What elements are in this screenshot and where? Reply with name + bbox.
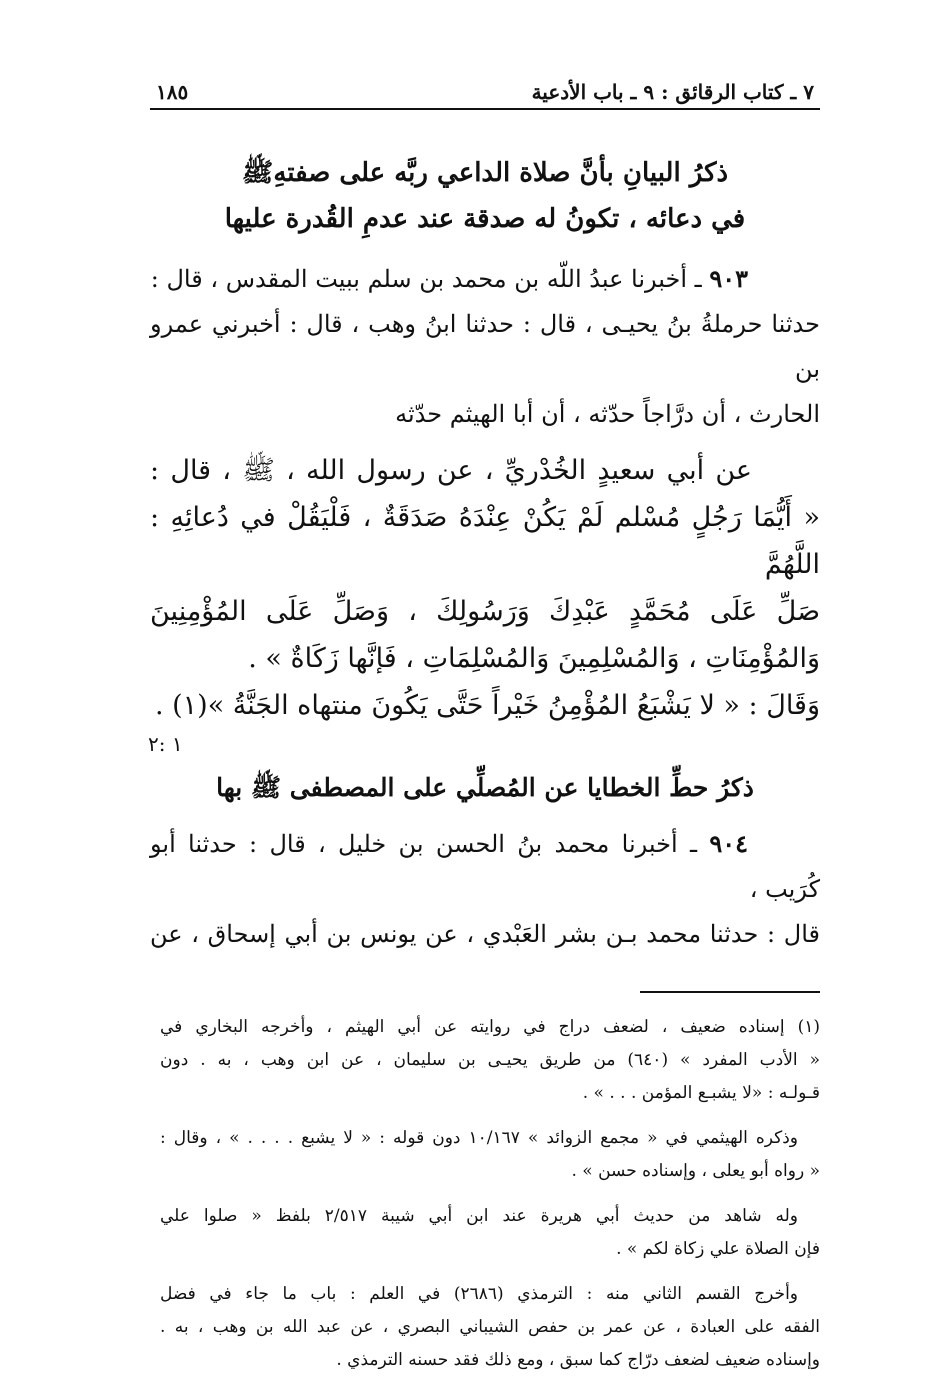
- isnad-line: حدثنا حرملةُ بنُ يحيـى ، قال : حدثنا ابنُ وهب ، قال : أخبرني عمرو بن: [150, 310, 820, 383]
- matn-line: وَالمُؤْمِنَاتِ ، وَالمُسْلِمِينَ وَالمُسْلِمَاتِ ، فَإنَّها زَكَاةٌ » .: [248, 643, 820, 674]
- running-title: ٧ ـ كتاب الرقائق : ٩ ـ باب الأدعية: [531, 80, 814, 104]
- volume-reference: ١ :٢: [148, 732, 183, 756]
- footnote-line: وذكره الهيثمي في « مجمع الزوائد » ١٠/١٦٧ دون قوله : « لا يشبع . . . . » ، وقال :: [160, 1128, 799, 1148]
- footnote-divider: [640, 991, 820, 993]
- chapter-heading-line-1: ذكرُ البيانِ بأنَّ صلاة الداعي ربَّه على صفتهِﷺ: [241, 158, 729, 188]
- footnote-line: فإن الصلاة علي زكاة لكم » .: [616, 1239, 820, 1259]
- hadith-number: ٩٠٣: [709, 264, 748, 293]
- hadith-903-isnad: [150, 256, 820, 437]
- matn-line: صَلِّ عَلَى مُحَمَّدٍ عَبْدِكَ وَرَسُولِكَ ، وَصَلِّ عَلَى المُؤْمِنِينَ: [150, 596, 820, 627]
- page-number: ١٨٥: [156, 80, 189, 104]
- footnote-line: « الأدب المفرد » (٦٤٠) من طريق يحيـى بن سليمان ، عن ابن وهب ، به . دون: [160, 1050, 821, 1070]
- footnote-line: الفقه على العبادة ، عن عمر بن حفص الشيباني البصري ، عن عبد الله بن وهب ، به .: [160, 1317, 820, 1337]
- footnote-line: « رواه أبو يعلى ، وإسناده حسن » .: [571, 1161, 820, 1181]
- matn-line: « أَيُّمَا رَجُلٍ مُسْلم لَمْ يَكُنْ عِنْدَهُ صَدَقَةٌ ، فَلْيَقُلْ في دُعائِهِ : اللَّهُمَّ: [150, 502, 820, 580]
- footnote-line: وإسناده ضعيف لضعف درّاج كما سبق ، ومع ذلك فقد حسنه الترمذي .: [336, 1350, 820, 1370]
- footnote-note-4: [160, 1278, 820, 1377]
- footnote-line: قـولـه : «لا يشبـع المؤمن . . . » .: [582, 1083, 820, 1103]
- footnote-line: (١) إسناده ضعيف ، لضعف دراج في روايته عن أبي الهيثم ، وأخرجه البخاري في: [160, 1017, 820, 1037]
- running-header: [150, 70, 820, 110]
- footnote-line: وأخرج القسم الثاني منه : الترمذي (٢٦٨٦) في العلم : باب ما جاء في فضل: [160, 1284, 798, 1304]
- footnote-line: وله شاهد من حديث أبي هريرة عند ابن أبي شيبة ٢/٥١٧ بلفظ « صلوا علي: [160, 1206, 799, 1226]
- book-page: [150, 70, 820, 1389]
- isnad-line: الحارث ، أن درَّاجاً حدّثه ، أن أبا الهيثم حدّثه: [395, 400, 820, 428]
- matn-line: عن أبي سعيدٍ الخُدْريِّ ، عن رسول الله ، ﷺ ، قال :: [150, 455, 752, 486]
- footnote-note-3: [160, 1200, 820, 1266]
- isnad-line: ٩٠٣ ـ أخبرنا عبدُ اللّه بن محمد بن سلم ببيت المقدس ، قال :: [150, 264, 748, 293]
- hadith-number: ٩٠٤: [709, 829, 749, 858]
- footnote-1: [160, 1011, 820, 1110]
- hadith-904: [150, 821, 820, 957]
- footnote-note-2: [160, 1122, 820, 1188]
- hadith-903-matn: [150, 447, 820, 729]
- chapter-heading: [150, 150, 820, 242]
- matn-line: وَقَالَ : « لا يَشْبَعُ المُؤْمِنُ خَيْراً حَتَّى يَكُونَ منتهاه الجَنَّةُ »(١) .: [154, 690, 820, 721]
- chapter-heading-line-2: في دعائه ، تكونُ له صدقة عند عدمِ القُدرة عليها: [224, 204, 746, 234]
- footnotes: [150, 1011, 820, 1377]
- isnad-line: قال : حدثنا محمد بـن بشر العَبْدي ، عن يونس بن أبي إسحاق ، عن: [150, 920, 820, 948]
- isnad-line: ٩٠٤ ـ أخبرنا محمد بنُ الحسن بن خليل ، قال : حدثنا أبو كُرَيب ،: [150, 829, 820, 903]
- section-heading: ذكرُ حطِّ الخطايا عن المُصلِّي على المصطفى ﷺ بها: [216, 773, 754, 802]
